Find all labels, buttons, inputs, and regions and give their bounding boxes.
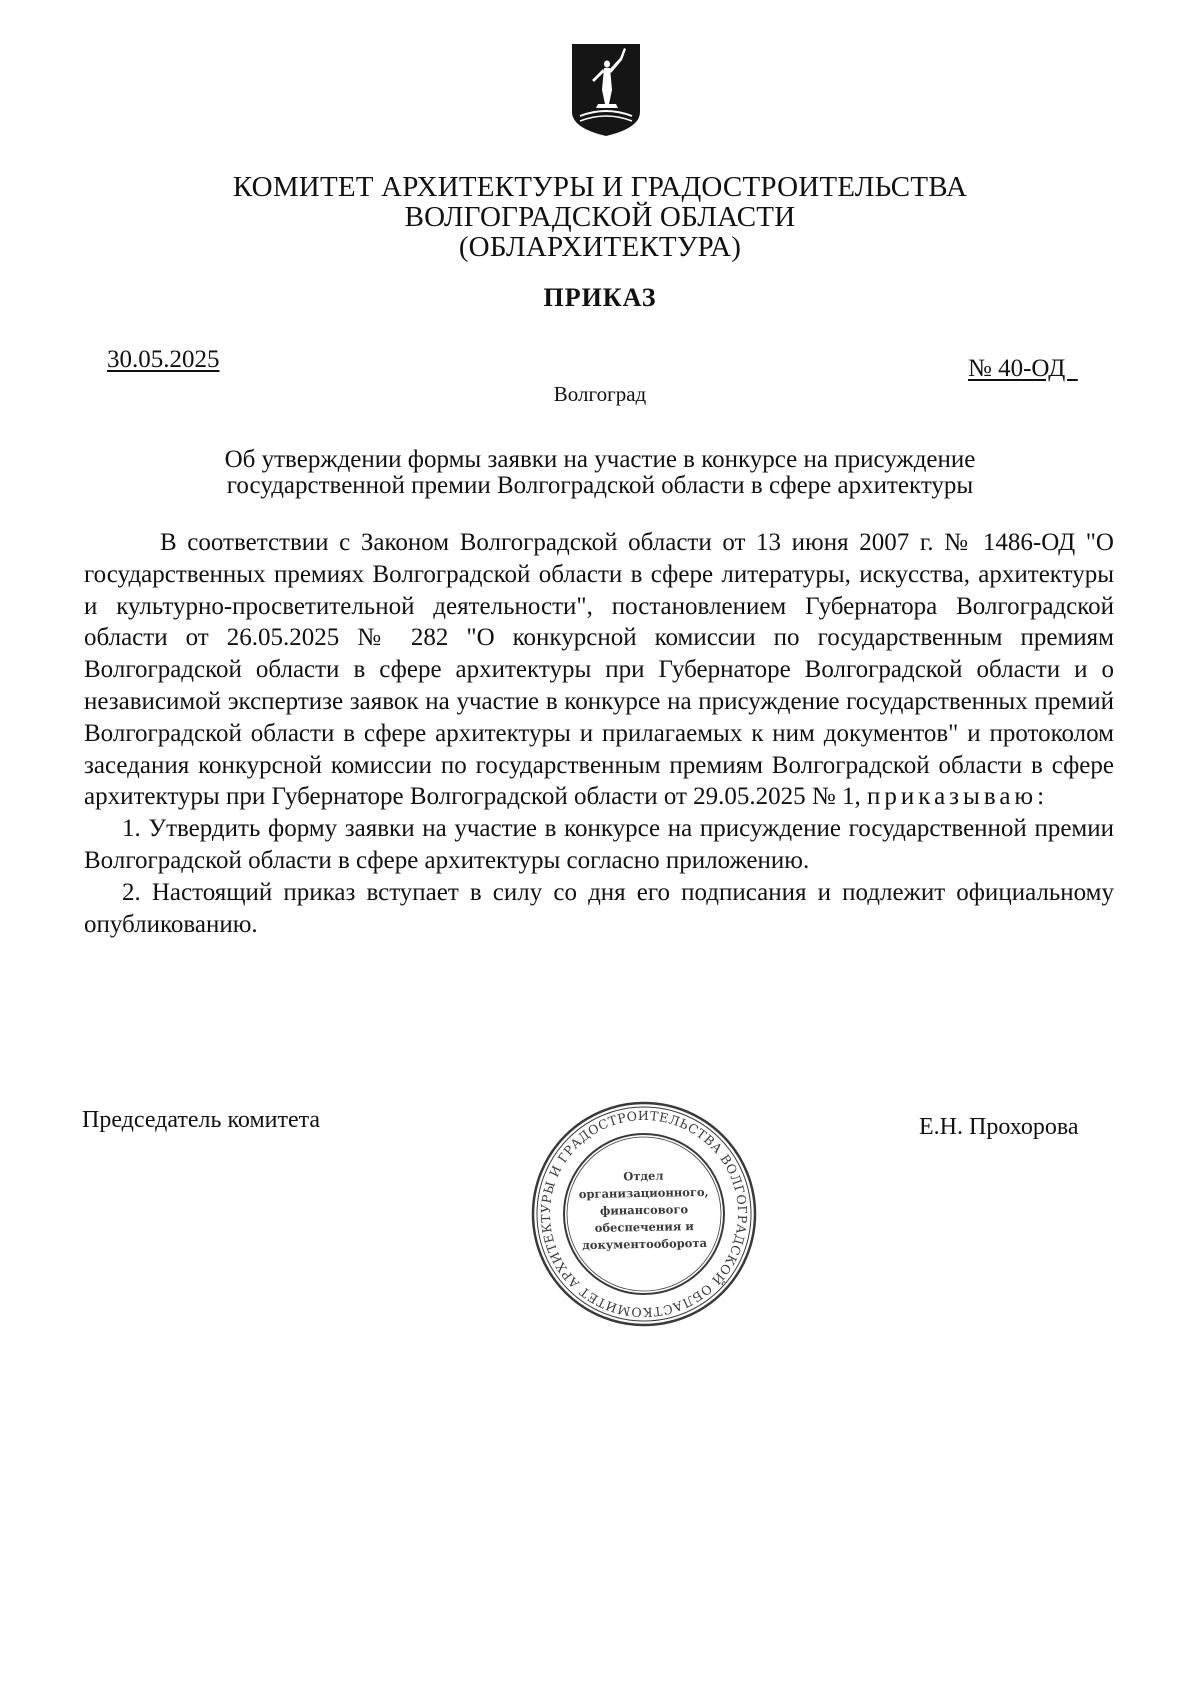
seal-line-5: документооборота [582,1235,708,1253]
order-item-2: 2. Настоящий приказ вступает в силу со дня его подписания и подлежит официальному опубликованию. [84,878,1114,938]
order-subject [0,447,1200,499]
signer-name: Е.Н. Прохорова [919,1114,1079,1140]
order-body [84,527,1114,940]
subject-line-1: Об утверждении формы заявки на участие в конкурсе на присуждение [224,446,976,473]
seal-ring-text: КОМИТЕТ АРХИТЕКТУРЫ И ГРАДОСТРОИТЕЛЬСТВА ВОЛГОГРАДСКОЙ ОБЛАСТИ [537,1107,751,1321]
document-title: ПРИКАЗ [543,283,657,312]
preamble-text: В соответствии с Законом Волгоградской области от 13 июня 2007 г. № 1486-ОД "О государственных премиях Волгоградской области в сфере литературы, искусства, архитектуры и культурно-просветительной деятельности", постановлением Губернатора Волгоградской области от 26.05.2025 № 282 "О конкурсной комиссии по государственным премиям Волгоградской области в сфере архитектуры при Губернаторе Волгоградской области и о независимой экспертизе заявок на участие в конкурсе на присуждение государственных премий Волгоградской области в сфере архитектуры и прилагаемых к ним документов" и протоколом заседания конкурсной комиссии по государственным премиям Волгоградской области в сфере архитектуры при Губернаторе Волгоградской области от 29.05.2025 № 1, [84,529,1114,811]
seal-line-2: организационного, [578,1184,709,1202]
org-name-line-1: КОМИТЕТ АРХИТЕКТУРЫ И ГРАДОСТРОИТЕЛЬСТВА [232,171,968,203]
seal-center-text [564,1167,723,1255]
signer-position: Председатель комитета [82,1107,321,1133]
preamble-paragraph [84,527,1114,813]
coat-of-arms-icon [570,42,642,138]
org-name-line-3: (ОБЛАРХИТЕКТУРА) [458,231,742,263]
org-name-line-2: ВОЛГОГРАДСКОЙ ОБЛАСТИ [404,201,796,233]
order-item-1: 1. Утвердить форму заявки на участие в конкурсе на присуждение государственной премии Волгоградской области в сфере архитектуры согласно приложению. [84,815,1114,874]
command-word: приказываю: [867,783,1049,811]
order-city: Волгоград [553,382,647,406]
subject-line-2: государственной премии Волгоградской области в сфере архитектуры [226,472,974,499]
seal-line-1: Отдел [623,1168,664,1184]
order-date: 30.05.2025 [107,346,220,373]
organization-name [0,172,1200,262]
order-number: № 40-ОД [968,355,1078,382]
seal-line-3: финансового [599,1202,689,1218]
seal-line-4: обеспечения и [594,1219,694,1235]
